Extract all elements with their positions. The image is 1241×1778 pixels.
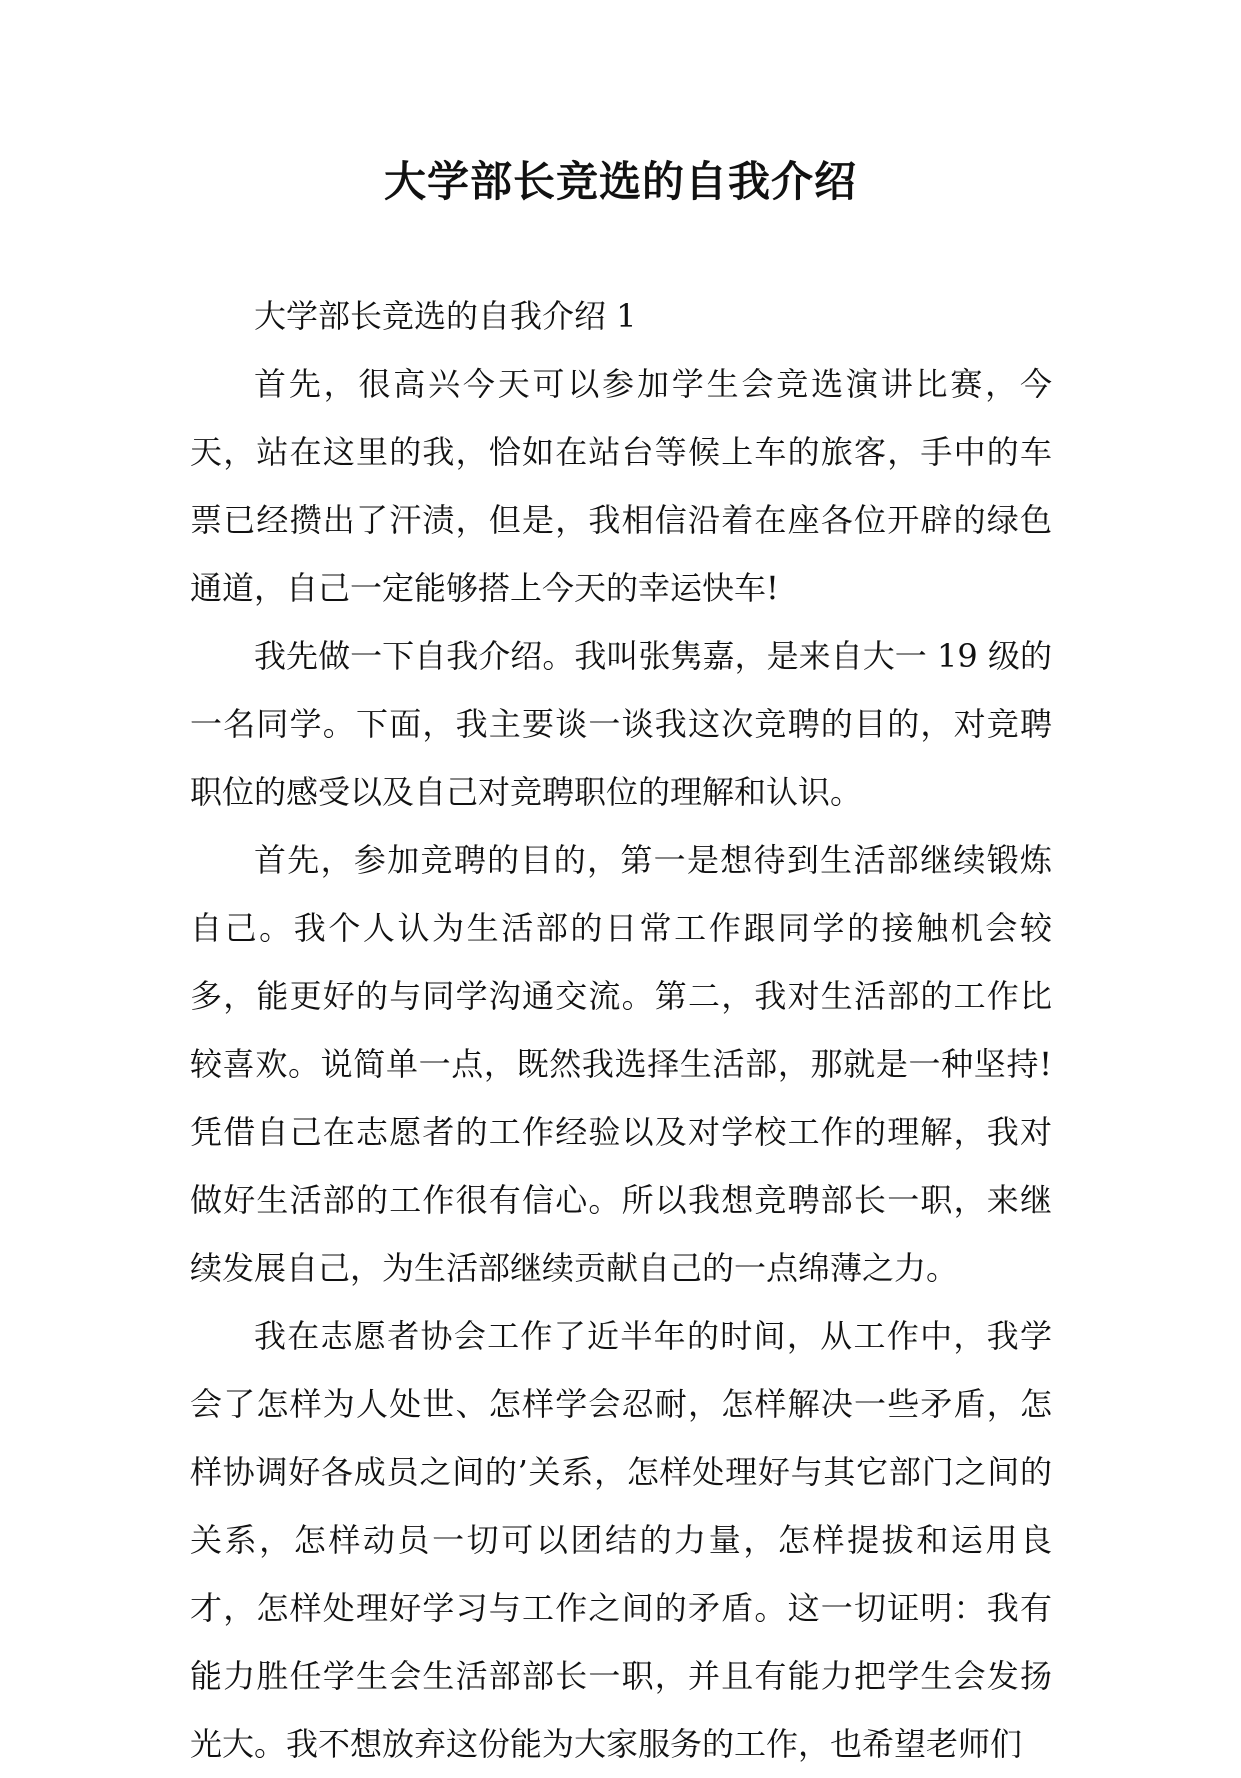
paragraph-experience: 我在志愿者协会工作了近半年的时间，从工作中，我学会了怎样为人处世、怎样学会忍耐，怎样解决一些矛盾，怎样协调好各成员之间的’关系，怎样处理好与其它部门之间的关系，怎样动员一切可以团结的力量，怎样提拔和运用良才，怎样处理好学习与工作之间的矛盾。这一切证明：我有能力胜任学生会生活部部长一职，并且有能力把学生会发扬光大。我不想放弃这份能为大家服务的工作，也希望老师们 bbox=[190, 1317, 1052, 1763]
document-body bbox=[190, 282, 1052, 1778]
paragraph-purpose: 首先，参加竞聘的目的，第一是想待到生活部继续锻炼自己。我个人认为生活部的日常工作跟同学的接触机会较多，能更好的与同学沟通交流。第二，我对生活部的工作比较喜欢。说简单一点，既然我选择生活部，那就是一种坚持!凭借自己在志愿者的工作经验以及对学校工作的理解，我对做好生活部的工作很有信心。所以我想竞聘部长一职，来继续发展自己，为生活部继续贡献自己的一点绵薄之力。 bbox=[190, 841, 1052, 1287]
paragraph-introduction: 我先做一下自我介绍。我叫张隽嘉，是来自大一 19 级的一名同学。下面，我主要谈一谈我这次竞聘的目的，对竞聘职位的感受以及自己对竞聘职位的理解和认识。 bbox=[190, 637, 1052, 811]
section-heading: 大学部长竞选的自我介绍 1 bbox=[254, 297, 637, 335]
paragraph-opening: 首先，很高兴今天可以参加学生会竞选演讲比赛，今天，站在这里的我，恰如在站台等候上车的旅客，手中的车票已经攒出了汗渍，但是，我相信沿着在座各位开辟的绿色通道，自己一定能够搭上今天的幸运快车! bbox=[190, 365, 1052, 607]
document-title: 大学部长竞选的自我介绍 bbox=[383, 157, 857, 206]
